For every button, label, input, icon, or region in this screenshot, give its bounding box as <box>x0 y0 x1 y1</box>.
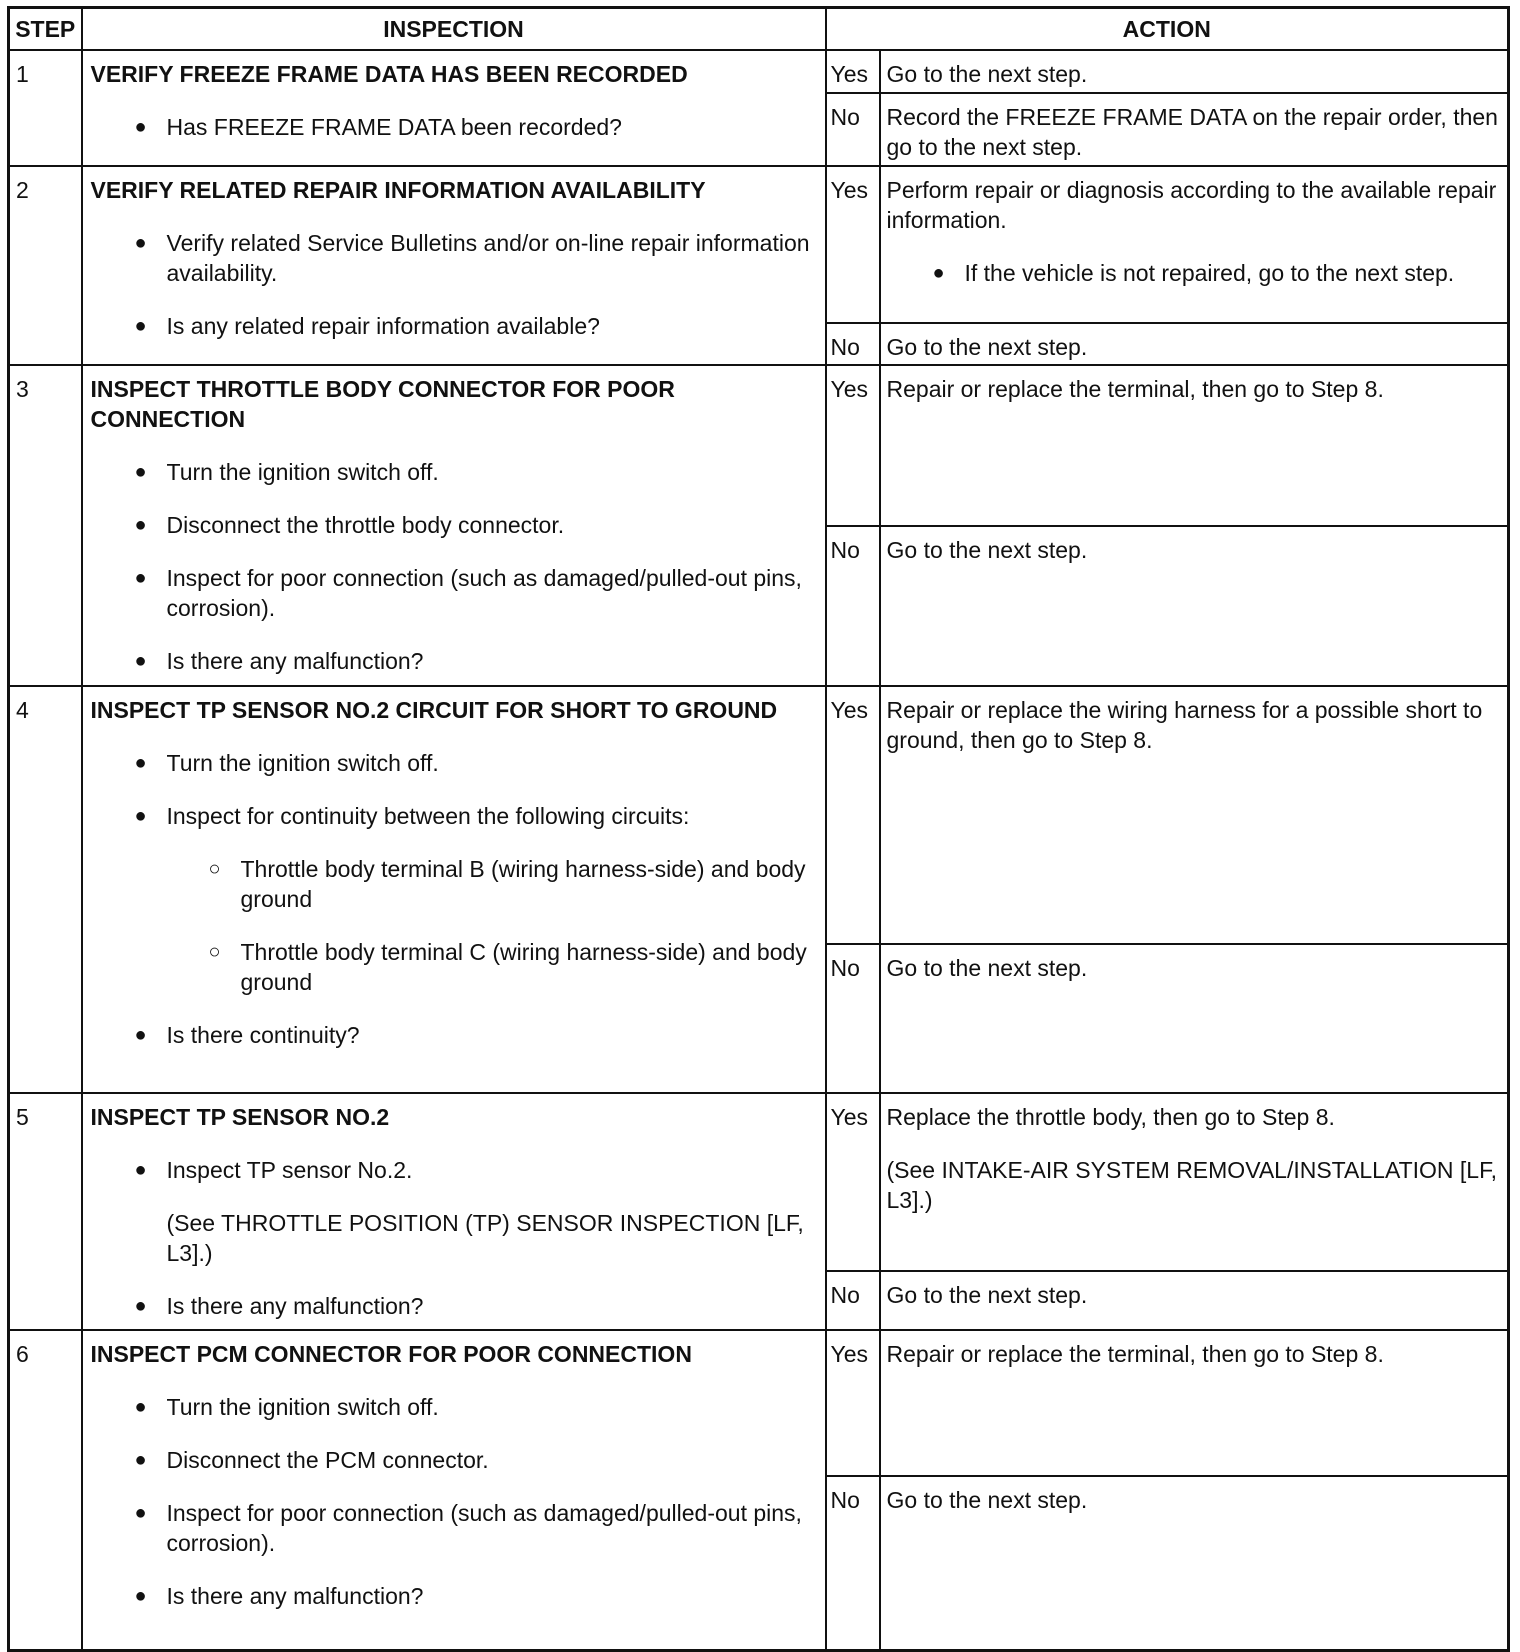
action-text: Go to the next step. <box>886 1487 1088 1513</box>
no-action <box>880 944 1509 1093</box>
no-action <box>880 1476 1509 1650</box>
header-step: STEP <box>9 8 82 51</box>
yes-label: Yes <box>826 1093 880 1271</box>
step-inspection <box>82 1330 826 1650</box>
yes-label: Yes <box>826 365 880 526</box>
action-text: Go to the next step. <box>886 1282 1088 1308</box>
inspection-item: ● Disconnect the PCM connector. <box>91 1445 817 1475</box>
step-title: INSPECT TP SENSOR NO.2 <box>90 1104 390 1130</box>
no-label: No <box>826 1476 880 1650</box>
inspection-item: ● Is any related repair information available? <box>91 311 817 341</box>
yes-label: Yes <box>826 686 880 944</box>
action-text: Repair or replace the terminal, then go to Step 8. <box>886 376 1384 402</box>
header-inspection: INSPECTION <box>82 8 826 51</box>
table-row <box>9 1093 1509 1271</box>
inspection-item: ● Inspect for poor connection (such as damaged/pulled-out pins, corrosion). <box>91 563 817 623</box>
inspection-item: ● Verify related Service Bulletins and/or on-line repair information availability. <box>91 228 817 288</box>
reference-note: (See THROTTLE POSITION (TP) SENSOR INSPECTION [LF, L3].) <box>166 1210 804 1266</box>
no-action <box>880 526 1509 686</box>
step-number: 1 <box>9 50 82 166</box>
no-label: No <box>826 93 880 166</box>
table-row <box>9 365 1509 526</box>
action-text: Go to the next step. <box>886 333 1088 360</box>
inspection-item: ● Is there continuity? <box>91 1020 817 1050</box>
step-number: 5 <box>9 1093 82 1330</box>
action-text: Repair or replace the terminal, then go to Step 8. <box>886 1341 1384 1367</box>
action-bullet: ● If the vehicle is not repaired, go to the next step. <box>887 258 1502 288</box>
action-text: Go to the next step. <box>886 537 1088 563</box>
inspection-item: ● Turn the ignition switch off. <box>91 748 817 778</box>
no-label: No <box>826 323 880 365</box>
action-text: Perform repair or diagnosis according to the available repair information. <box>886 177 1497 233</box>
table-row <box>9 686 1509 944</box>
step-inspection <box>82 686 826 1093</box>
yes-label: Yes <box>826 166 880 323</box>
step-title: INSPECT THROTTLE BODY CONNECTOR FOR POOR CONNECTION <box>90 376 675 432</box>
step-title: INSPECT PCM CONNECTOR FOR POOR CONNECTION <box>90 1341 692 1367</box>
step-inspection <box>82 166 826 365</box>
step-number: 2 <box>9 166 82 365</box>
reference-note: (See INTAKE-AIR SYSTEM REMOVAL/INSTALLATION [LF, L3].) <box>886 1157 1497 1213</box>
inspection-item: ● Inspect for poor connection (such as damaged/pulled-out pins, corrosion). <box>91 1498 817 1558</box>
inspection-item: ● Inspect for continuity between the following circuits: <box>91 801 817 831</box>
yes-label: Yes <box>826 50 880 93</box>
inspection-item: ● Turn the ignition switch off. <box>91 457 817 487</box>
yes-action <box>880 50 1509 93</box>
no-action <box>880 323 1509 365</box>
action-text: Replace the throttle body, then go to Step 8. <box>886 1104 1335 1130</box>
step-inspection <box>82 365 826 686</box>
step-number: 4 <box>9 686 82 1093</box>
yes-label: Yes <box>826 1330 880 1476</box>
step-title: VERIFY FREEZE FRAME DATA HAS BEEN RECORDED <box>90 61 688 87</box>
table-row <box>9 1330 1509 1476</box>
inspection-item: ● Is there any malfunction? <box>91 646 817 676</box>
inspection-item: ● Turn the ignition switch off. <box>91 1392 817 1422</box>
table-row <box>9 50 1509 93</box>
yes-action <box>880 166 1509 323</box>
inspection-item: ● Is there any malfunction? <box>91 1581 817 1611</box>
yes-action <box>880 686 1509 944</box>
yes-action <box>880 1330 1509 1476</box>
action-text: Repair or replace the wiring harness for a possible short to ground, then go to Step 8. <box>886 697 1483 753</box>
yes-action <box>880 365 1509 526</box>
inspection-subitem: ○ Throttle body terminal C (wiring harness-side) and body ground <box>91 937 817 997</box>
no-action <box>880 93 1509 166</box>
inspection-item: ● Disconnect the throttle body connector. <box>91 510 817 540</box>
no-label: No <box>826 1271 880 1330</box>
step-title: INSPECT TP SENSOR NO.2 CIRCUIT FOR SHORT TO GROUND <box>90 697 778 723</box>
no-action <box>880 1271 1509 1330</box>
no-label: No <box>826 944 880 1093</box>
step-number: 3 <box>9 365 82 686</box>
no-label: No <box>826 526 880 686</box>
header-action: ACTION <box>826 8 1509 51</box>
step-inspection <box>82 1093 826 1330</box>
step-title: VERIFY RELATED REPAIR INFORMATION AVAILABILITY <box>90 177 706 203</box>
inspection-item: ● Is there any malfunction? <box>91 1291 817 1321</box>
yes-action <box>880 1093 1509 1271</box>
inspection-item: ● Inspect TP sensor No.2. <box>91 1155 817 1185</box>
table-header-row <box>9 8 1509 51</box>
action-text: Record the FREEZE FRAME DATA on the repair order, then go to the next step. <box>886 103 1498 160</box>
step-inspection <box>82 50 826 166</box>
inspection-subitem: ○ Throttle body terminal B (wiring harness-side) and body ground <box>91 854 817 914</box>
table-row <box>9 166 1509 323</box>
action-text: Go to the next step. <box>886 955 1088 981</box>
diagnostic-table <box>7 6 1510 1652</box>
step-number: 6 <box>9 1330 82 1650</box>
inspection-item: ● Has FREEZE FRAME DATA been recorded? <box>91 112 817 142</box>
action-text: Go to the next step. <box>886 61 1088 87</box>
